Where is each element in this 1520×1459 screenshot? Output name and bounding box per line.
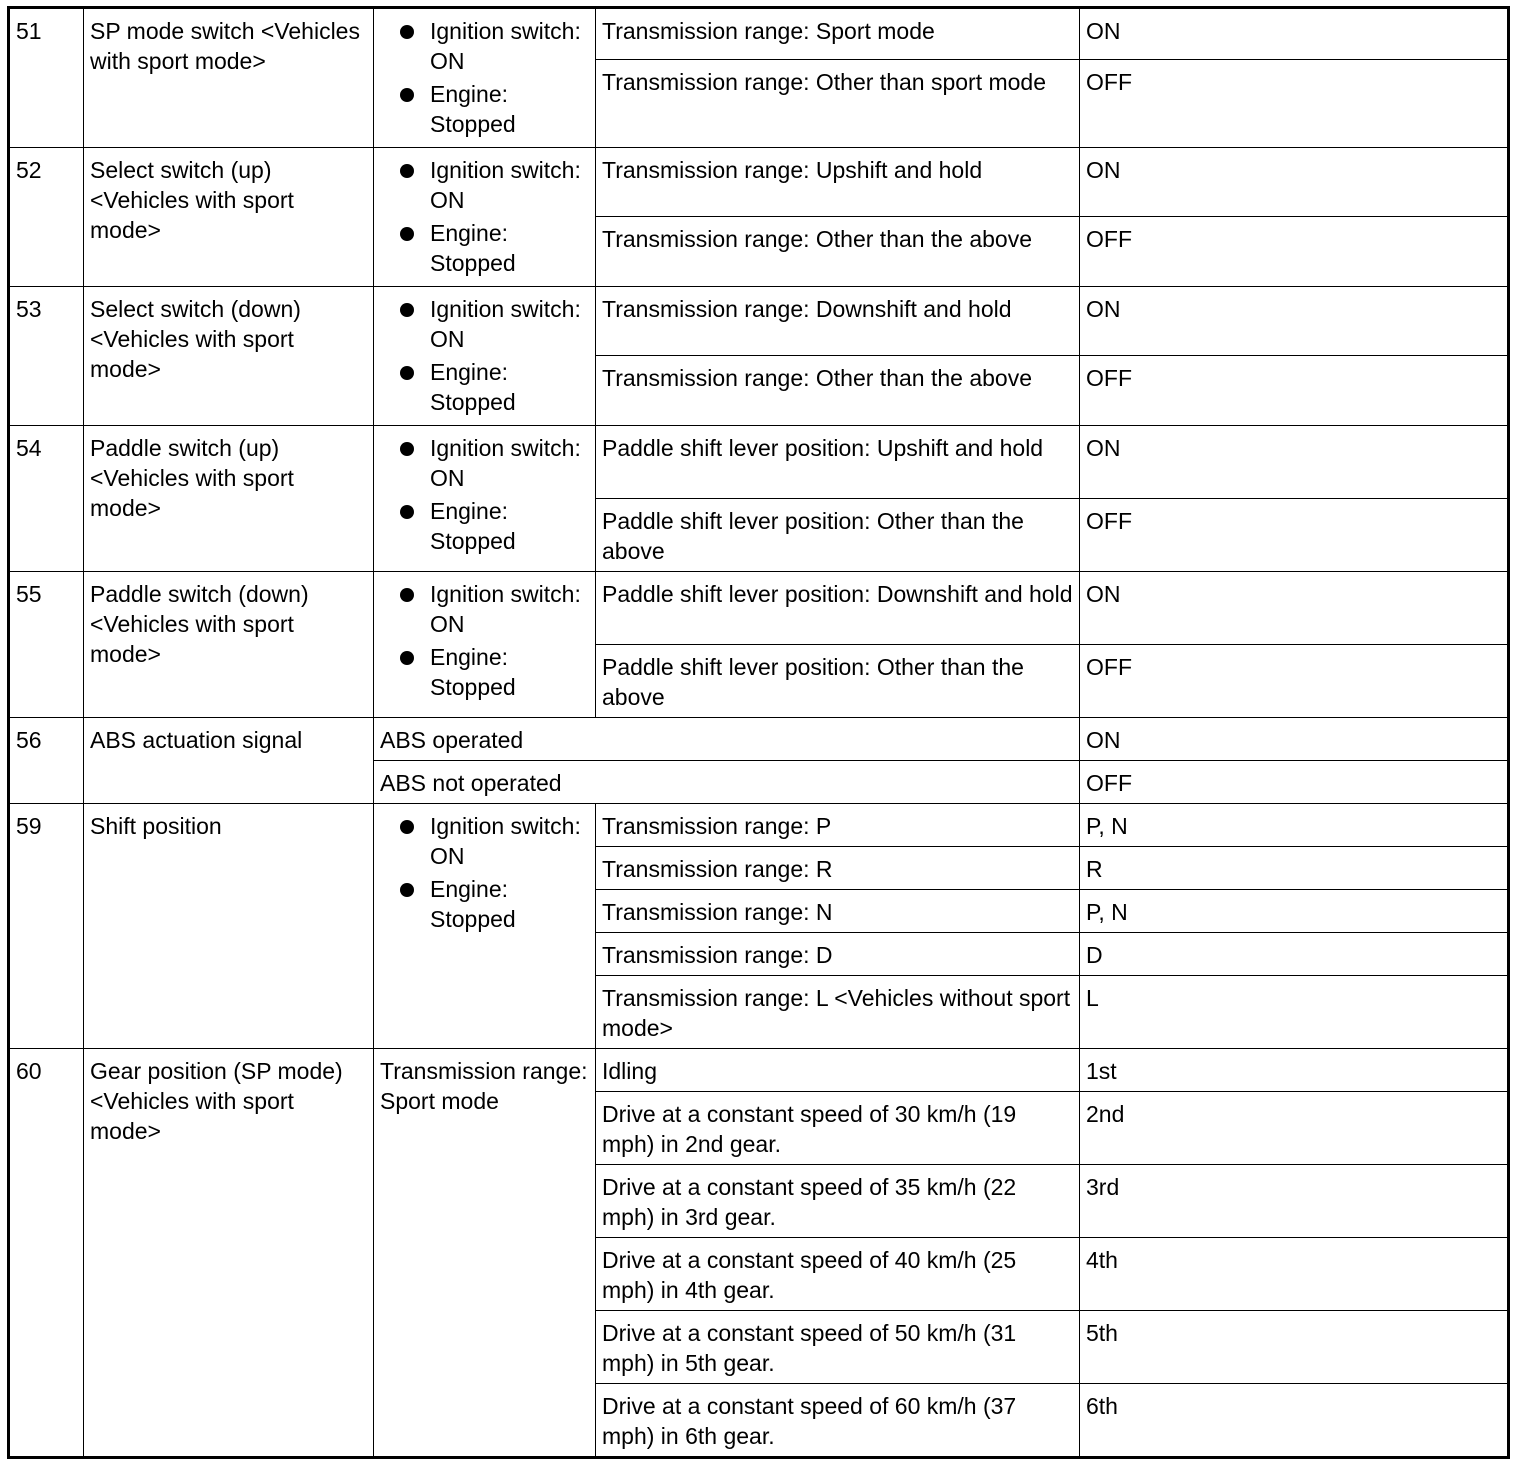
condition-text: Ignition switch: ON [430,296,581,352]
condition-cell [374,287,596,426]
state-cell: Paddle shift lever position: Downshift and hold [596,572,1080,645]
value-cell: 1st [1080,1049,1509,1092]
value-cell: P, N [1080,804,1509,847]
state-cell: Drive at a constant speed of 35 km/h (22 mph) in 3rd gear. [596,1165,1080,1238]
state-cell: Paddle shift lever position: Other than the above [596,499,1080,572]
state-cell: Idling [596,1049,1080,1092]
condition-cell: Transmission range: Sport mode [374,1049,596,1458]
value-cell: 2nd [1080,1092,1509,1165]
state-cell: Transmission range: P [596,804,1080,847]
value-cell: R [1080,847,1509,890]
item-name: Shift position [84,804,374,1049]
condition-item [380,294,589,354]
item-name: Gear position (SP mode) <Vehicles with sport mode> [84,1049,374,1458]
table-row [9,426,1509,499]
state-cell: ABS operated [374,718,1080,761]
condition-item [380,811,589,871]
value-cell: ON [1080,8,1509,60]
item-name: Select switch (up) <Vehicles with sport mode> [84,148,374,287]
condition-cell [374,572,596,718]
state-cell: Drive at a constant speed of 40 km/h (25 mph) in 4th gear. [596,1238,1080,1311]
condition-cell [374,426,596,572]
condition-list [380,16,589,139]
bullet-icon [400,25,414,39]
value-cell: OFF [1080,59,1509,147]
value-cell: ON [1080,287,1509,356]
condition-text: Engine: Stopped [430,81,516,137]
bullet-icon [400,588,414,602]
item-name: ABS actuation signal [84,718,374,804]
item-number: 51 [9,8,84,148]
condition-text: Ignition switch: ON [430,435,581,491]
condition-item [380,874,589,934]
item-name: Paddle switch (up) <Vehicles with sport mode> [84,426,374,572]
item-number: 54 [9,426,84,572]
condition-list [380,155,589,278]
item-number: 55 [9,572,84,718]
condition-list [380,433,589,556]
value-cell: OFF [1080,645,1509,718]
condition-text: Engine: Stopped [430,644,516,700]
condition-text: Ignition switch: ON [430,18,581,74]
state-cell: Paddle shift lever position: Upshift and hold [596,426,1080,499]
value-cell: 6th [1080,1384,1509,1458]
condition-item [380,16,589,76]
state-cell: Drive at a constant speed of 30 km/h (19 mph) in 2nd gear. [596,1092,1080,1165]
state-cell: Drive at a constant speed of 60 km/h (37 mph) in 6th gear. [596,1384,1080,1458]
item-name: Paddle switch (down) <Vehicles with sport mode> [84,572,374,718]
value-cell: 3rd [1080,1165,1509,1238]
table-row [9,8,1509,60]
condition-list [380,579,589,702]
condition-cell [374,148,596,287]
value-cell: ON [1080,148,1509,217]
state-cell: Paddle shift lever position: Other than the above [596,645,1080,718]
value-cell: ON [1080,572,1509,645]
state-cell: Transmission range: Other than sport mode [596,59,1080,147]
table-row [9,148,1509,217]
state-cell: Transmission range: R [596,847,1080,890]
condition-item [380,433,589,493]
state-cell: Transmission range: Other than the above [596,355,1080,425]
bullet-icon [400,505,414,519]
condition-cell [374,804,596,1049]
value-cell: ON [1080,426,1509,499]
bullet-icon [400,820,414,834]
item-number: 52 [9,148,84,287]
condition-item [380,496,589,556]
bullet-icon [400,366,414,380]
state-cell: Transmission range: Sport mode [596,8,1080,60]
condition-text: Engine: Stopped [430,220,516,276]
condition-list [380,294,589,417]
state-cell: Transmission range: D [596,933,1080,976]
value-cell: L [1080,976,1509,1049]
bullet-icon [400,227,414,241]
bullet-icon [400,651,414,665]
state-cell: Transmission range: Upshift and hold [596,148,1080,217]
condition-item [380,79,589,139]
state-cell: Transmission range: L <Vehicles without sport mode> [596,976,1080,1049]
condition-item [380,642,589,702]
condition-item [380,579,589,639]
condition-list [380,811,589,934]
condition-text: Engine: Stopped [430,359,516,415]
bullet-icon [400,88,414,102]
value-cell: OFF [1080,355,1509,425]
table-body [9,8,1509,1458]
item-name: SP mode switch <Vehicles with sport mode> [84,8,374,148]
value-cell: D [1080,933,1509,976]
table-row [9,287,1509,356]
condition-item [380,155,589,215]
item-number: 53 [9,287,84,426]
table-row [9,1049,1509,1092]
condition-item [380,218,589,278]
state-cell: ABS not operated [374,761,1080,804]
item-number: 56 [9,718,84,804]
state-cell: Drive at a constant speed of 50 km/h (31 mph) in 5th gear. [596,1311,1080,1384]
table-row [9,804,1509,847]
state-cell: Transmission range: Other than the above [596,216,1080,286]
condition-cell [374,8,596,148]
item-number: 59 [9,804,84,1049]
condition-text: Engine: Stopped [430,498,516,554]
bullet-icon [400,303,414,317]
condition-text: Engine: Stopped [430,876,516,932]
value-cell: P, N [1080,890,1509,933]
state-cell: Transmission range: N [596,890,1080,933]
table-row [9,718,1509,761]
value-cell: OFF [1080,761,1509,804]
bullet-icon [400,164,414,178]
bullet-icon [400,883,414,897]
condition-text: Ignition switch: ON [430,581,581,637]
value-cell: OFF [1080,216,1509,286]
value-cell: OFF [1080,499,1509,572]
condition-item [380,357,589,417]
value-cell: 4th [1080,1238,1509,1311]
item-number: 60 [9,1049,84,1458]
condition-text: Ignition switch: ON [430,813,581,869]
value-cell: ON [1080,718,1509,761]
bullet-icon [400,442,414,456]
state-cell: Transmission range: Downshift and hold [596,287,1080,356]
condition-text: Ignition switch: ON [430,157,581,213]
diagnostic-data-table [7,6,1510,1459]
value-cell: 5th [1080,1311,1509,1384]
item-name: Select switch (down) <Vehicles with sport mode> [84,287,374,426]
table-row [9,572,1509,645]
